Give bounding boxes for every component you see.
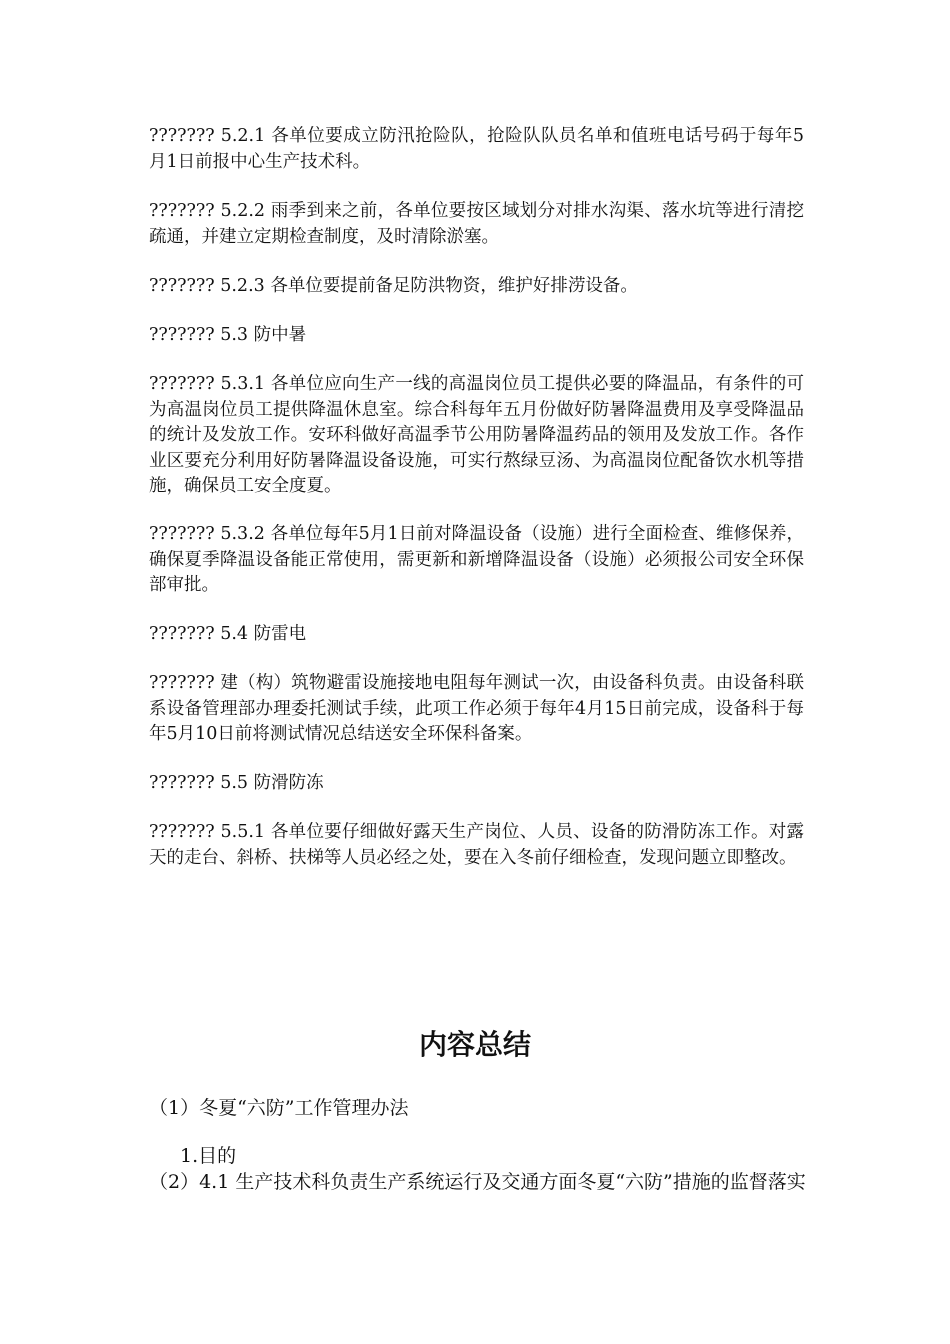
summary-item-2: （2）4.1 生产技术科负责生产系统运行及交通方面冬夏“六防”措施的监督落实 — [149, 1171, 806, 1193]
paragraph-5-2-2: ??????? 5.2.2 雨季到来之前，各单位要按区域划分对排水沟渠、落水坑等进行清挖疏通，并建立定期检查制度，及时清除淤塞。 — [149, 201, 804, 247]
summary-item-1: （1）冬夏“六防”工作管理办法 — [149, 1097, 409, 1119]
paragraph-5-3-2: ??????? 5.3.2 各单位每年5月1日前对降温设备（设施）进行全面检查、维修保养，确保夏季降温设备能正常使用，需更新和新增降温设备（设施）必须报公司安全环保部审批。 — [149, 524, 804, 595]
paragraph-5-2-3: ??????? 5.2.3 各单位要提前备足防洪物资，维护好排涝设备。 — [149, 276, 638, 296]
paragraph-lightning: ??????? 建（构）筑物避雷设施接地电阻每年测试一次，由设备科负责。由设备科联系设备管理部办理委托测试手续，此项工作必须于每年4月15日前完成，设备科于每年5月10日前将测试情况总结送安全环保科备案。 — [149, 673, 804, 744]
paragraph-5-2-1: ??????? 5.2.1 各单位要成立防汛抢险队，抢险队队员名单和值班电话号码于每年5月1日前报中心生产技术科。 — [149, 126, 804, 172]
paragraph-5-5-1: ??????? 5.5.1 各单位要仔细做好露天生产岗位、人员、设备的防滑防冻工作。对露天的走台、斜桥、扶梯等人员必经之处，要在入冬前仔细检查，发现问题立即整改。 — [149, 822, 804, 868]
section-heading-5-3: ??????? 5.3 防中暑 — [149, 325, 307, 345]
section-heading-5-4: ??????? 5.4 防雷电 — [149, 624, 307, 644]
paragraph-5-3-1: ??????? 5.3.1 各单位应向生产一线的高温岗位员工提供必要的降温品，有条件的可为高温岗位员工提供降温休息室。综合科每年五月份做好防暑降温费用及享受降温品的统计及发放工作。安环科做好高温季节公用防暑降温药品的领用及发放工作。各作业区要充分利用好防暑降温设备设施，可实行熬绿豆汤、为高温岗位配备饮水机等措施，确保员工安全度夏。 — [149, 374, 804, 496]
summary-item-1-sub: 1.目的 — [180, 1145, 237, 1167]
section-heading-5-5: ??????? 5.5 防滑防冻 — [149, 773, 324, 793]
summary-title: 内容总结 — [418, 1028, 531, 1061]
